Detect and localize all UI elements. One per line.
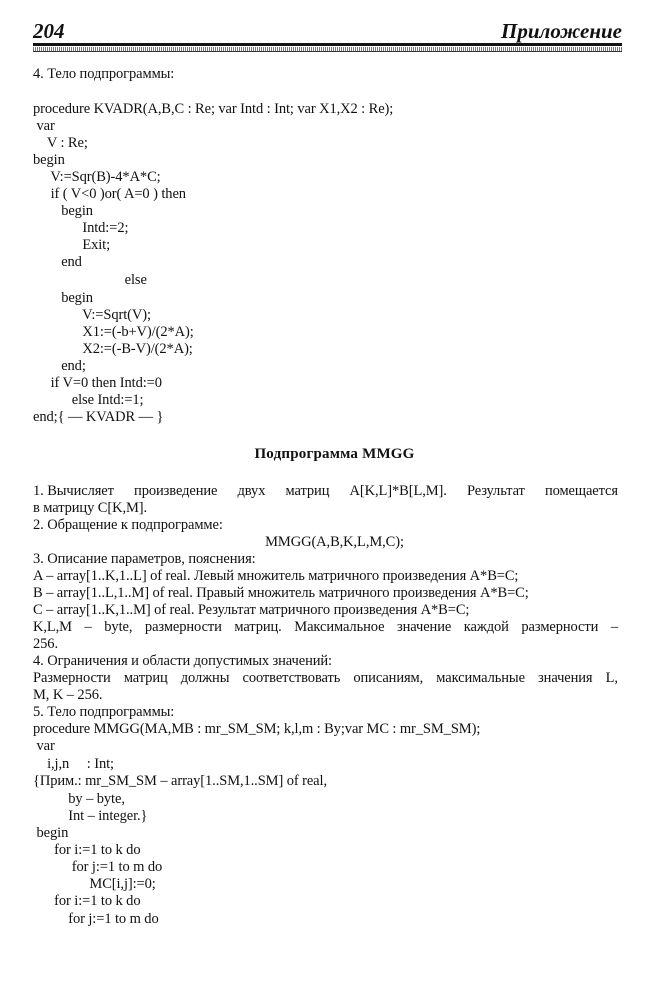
word: матриц bbox=[285, 483, 330, 499]
code-line: Int – integer.} bbox=[33, 808, 148, 824]
code-line: Intd:=2; bbox=[33, 220, 129, 236]
page-number: 204 bbox=[33, 19, 65, 43]
paragraph-line: 256. bbox=[33, 636, 58, 652]
code-line: end bbox=[33, 254, 82, 270]
call-example: MMGG(A,B,K,L,M,C); bbox=[265, 534, 404, 550]
word: максимальные bbox=[436, 670, 525, 686]
code-line: {Прим.: mr_SM_SM – array[1..SM,1..SM] of real, bbox=[33, 773, 327, 789]
word: помещается bbox=[544, 483, 618, 499]
code-line: begin bbox=[33, 152, 65, 168]
section-title: Приложение bbox=[501, 19, 622, 43]
word: значение bbox=[396, 619, 452, 635]
code-line: X2:=(-B-V)/(2*A); bbox=[33, 341, 193, 357]
code-line: for j:=1 to m do bbox=[33, 911, 159, 927]
paragraph-line-justified bbox=[33, 670, 618, 687]
word: размерности bbox=[144, 619, 222, 635]
word: произведение bbox=[134, 483, 218, 499]
paragraph-line: 5. Тело подпрограммы: bbox=[33, 704, 175, 720]
code-line: V : Re; bbox=[33, 135, 88, 151]
paragraph-line: 3. Описание параметров, пояснения: bbox=[33, 551, 256, 567]
code-line: var bbox=[33, 118, 55, 134]
word: каждой bbox=[463, 619, 509, 635]
code-line: by – byte, bbox=[33, 791, 125, 807]
page-header bbox=[33, 18, 622, 52]
code-line: X1:=(-b+V)/(2*A); bbox=[33, 324, 194, 340]
word: значения bbox=[538, 670, 593, 686]
word: матриц. bbox=[234, 619, 282, 635]
code-line: if ( V<0 )or( A=0 ) then bbox=[33, 186, 186, 202]
word: должны bbox=[180, 670, 230, 686]
code-line: begin bbox=[33, 290, 93, 306]
paragraph-line: M, K – 256. bbox=[33, 687, 103, 703]
code-line: Exit; bbox=[33, 237, 111, 253]
code-line: V:=Sqrt(V); bbox=[33, 307, 151, 323]
code-line: V:=Sqr(B)-4*A*C; bbox=[33, 169, 161, 185]
header-rule bbox=[33, 43, 622, 46]
paragraph-line-justified bbox=[33, 619, 618, 636]
word: описаниям, bbox=[353, 670, 424, 686]
code-line: for i:=1 to k do bbox=[33, 842, 141, 858]
word: Результат bbox=[466, 483, 525, 499]
word: размерности bbox=[521, 619, 599, 635]
word: соответствовать bbox=[242, 670, 341, 686]
paragraph-line: 2. Обращение к подпрограмме: bbox=[33, 517, 223, 533]
paragraph-line-justified bbox=[33, 483, 618, 500]
code-line: begin bbox=[33, 825, 69, 841]
word: A[K,L]*B[L,M]. bbox=[349, 483, 447, 499]
code-line: var bbox=[33, 738, 55, 754]
paragraph-line: 4. Ограничения и области допустимых значений: bbox=[33, 653, 332, 669]
word: матриц bbox=[123, 670, 168, 686]
code-line: i,j,n : Int; bbox=[33, 756, 114, 772]
code-line: else Intd:=1; bbox=[33, 392, 144, 408]
paragraph-line: C – array[1..K,1..M] of real. Результат матричного произведения A*B=C; bbox=[33, 602, 470, 618]
word: K,L,M bbox=[33, 619, 72, 635]
code-line: for j:=1 to m do bbox=[33, 859, 163, 875]
code-line: else bbox=[33, 272, 147, 288]
code-line: begin bbox=[33, 203, 93, 219]
code-line: for i:=1 to k do bbox=[33, 893, 141, 909]
paragraph-line: в матрицу C[K,M]. bbox=[33, 500, 148, 516]
code-line: end;{ — KVADR — } bbox=[33, 409, 164, 425]
code-line: MC[i,j]:=0; bbox=[33, 876, 156, 892]
word: byte, bbox=[104, 619, 133, 635]
code-line: procedure MMGG(MA,MB : mr_SM_SM; k,l,m : By;var MC : mr_SM_SM); bbox=[33, 721, 481, 737]
code-line: end; bbox=[33, 358, 86, 374]
word: Максимальное bbox=[294, 619, 385, 635]
code-line: procedure KVADR(A,B,C : Re; var Intd : Int; var X1,X2 : Re); bbox=[33, 101, 394, 117]
word: 1. Вычисляет bbox=[33, 483, 114, 499]
paragraph-line: B – array[1..L,1..M] of real. Правый множитель матричного произведения A*B=C; bbox=[33, 585, 529, 601]
word: двух bbox=[237, 483, 266, 499]
code-line: if V=0 then Intd:=0 bbox=[33, 375, 162, 391]
word: – bbox=[610, 619, 618, 635]
kvadr-item4-title: 4. Тело подпрограммы: bbox=[33, 66, 175, 82]
paragraph-line: A – array[1..K,1..L] of real. Левый множитель матричного произведения A*B=C; bbox=[33, 568, 519, 584]
word: L, bbox=[605, 670, 618, 686]
section-heading: Подпрограмма MMGG bbox=[254, 446, 415, 462]
word: Размерности bbox=[33, 670, 111, 686]
word: – bbox=[84, 619, 92, 635]
header-hatched-rule bbox=[33, 47, 622, 52]
